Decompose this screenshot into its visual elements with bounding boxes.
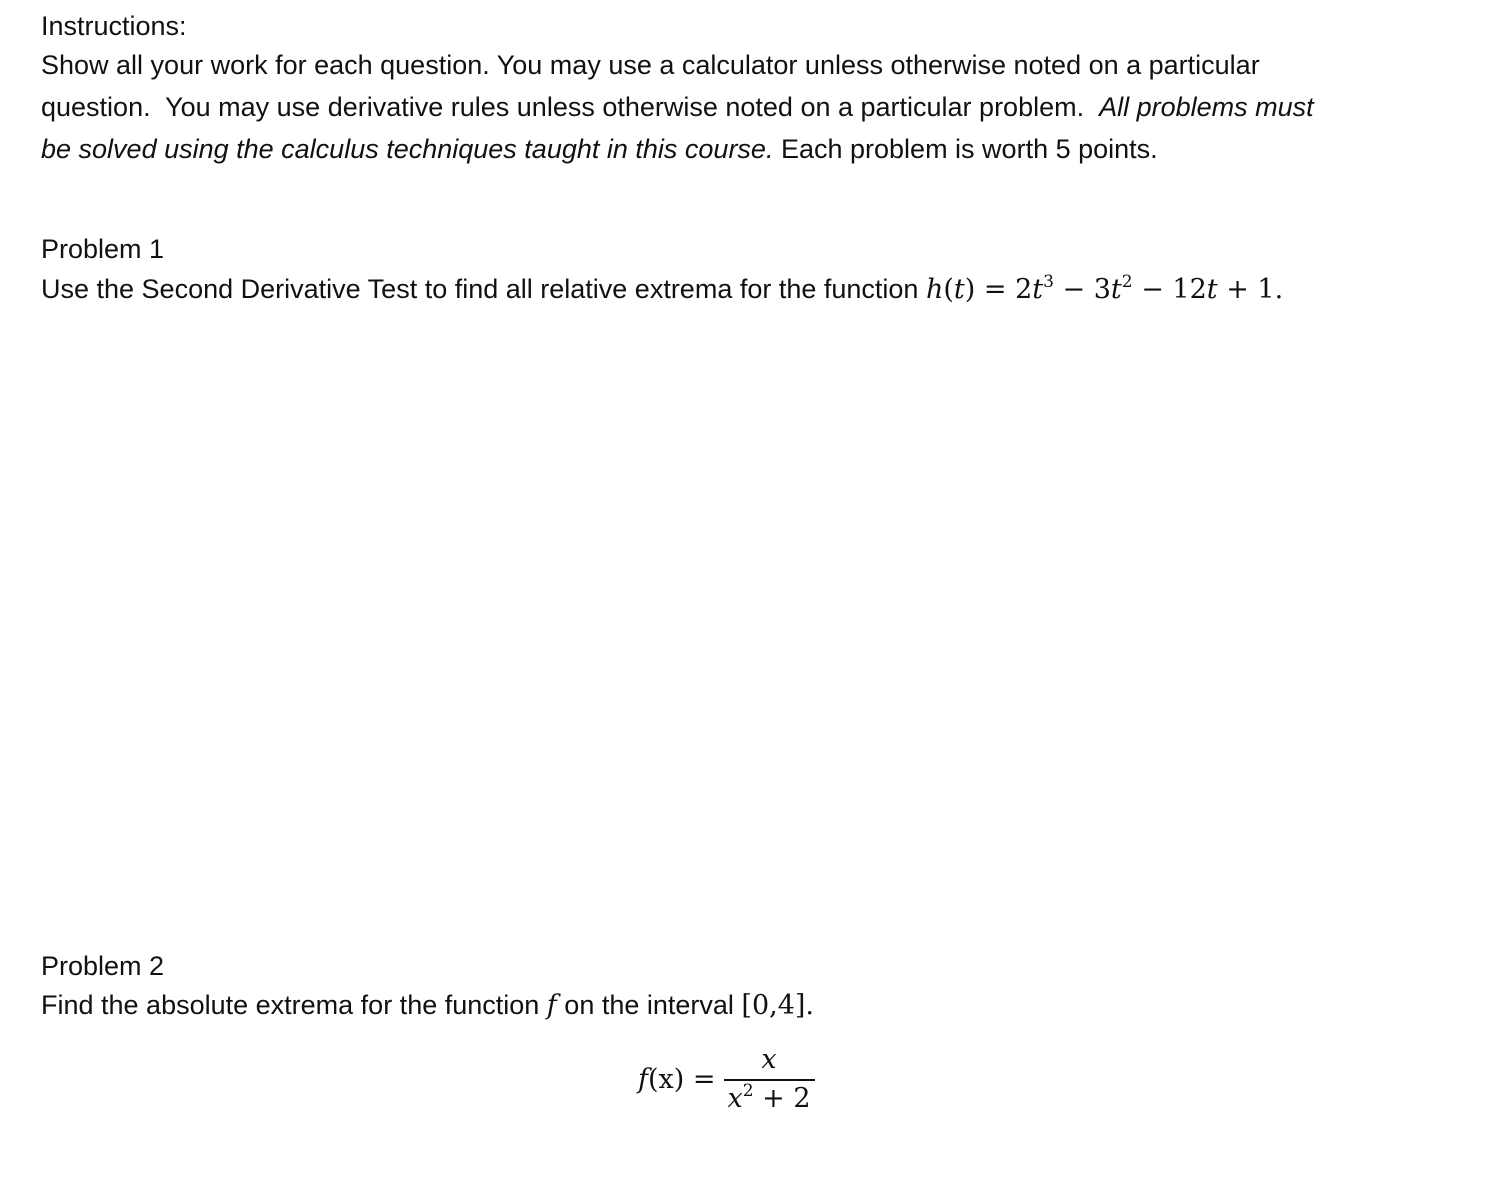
- problem-2-title: Problem 2: [41, 951, 165, 981]
- eq-t2: t: [1110, 274, 1122, 305]
- instructions-body: [41, 44, 1451, 170]
- formula-f: f: [638, 1063, 648, 1095]
- formula-fraction: [724, 1044, 815, 1114]
- instructions-line-3: [41, 128, 1451, 170]
- instructions-line-2-text: question. You may use derivative rules unless otherwise noted on a particular problem.: [41, 92, 1100, 122]
- eq-minus1: − 3: [1053, 274, 1111, 305]
- problem-2-text-after: on the interval: [556, 990, 742, 1020]
- instructions-heading: Instructions:: [41, 11, 187, 41]
- formula-denominator: [724, 1079, 815, 1114]
- den-exp: 2: [742, 1081, 754, 1101]
- formula-lhs: [638, 1064, 716, 1095]
- eq-t-arg: t: [953, 274, 965, 305]
- eq-open-paren: (: [943, 274, 954, 305]
- eq-exp1: 3: [1043, 272, 1054, 292]
- den-tail: + 2: [753, 1083, 811, 1114]
- problem-1-statement: [41, 271, 1283, 308]
- formula-numerator: x: [761, 1044, 777, 1075]
- problem-1-title: Problem 1: [41, 234, 165, 264]
- eq-exp2: 2: [1121, 272, 1133, 292]
- instructions-line-3-text: Each problem is worth 5 points.: [773, 134, 1158, 164]
- instructions-line-2-emphasis: All problems must: [1099, 92, 1314, 122]
- formula-args: (x) =: [648, 1063, 716, 1095]
- instructions-line-1: Show all your work for each question. You may use a calculator unless otherwise noted on a particular: [41, 50, 1260, 80]
- problem-1-text: Use the Second Derivative Test to find all relative extrema for the function: [41, 274, 926, 304]
- eq-equals-coef: = 2: [975, 274, 1033, 305]
- eq-t1: t: [1032, 274, 1044, 305]
- fn-symbol-f: f: [546, 990, 557, 1021]
- problem-2-interval: [0,4].: [741, 990, 815, 1021]
- instructions-line-3-emphasis: be solved using the calculus techniques taught in this course.: [41, 134, 774, 164]
- eq-tail: + 1.: [1217, 274, 1284, 305]
- eq-h: h: [925, 274, 944, 305]
- instructions-line-2: [41, 86, 1451, 128]
- problem-2-formula: [638, 1044, 815, 1114]
- problem-2-text-before: Find the absolute extrema for the function: [41, 990, 547, 1020]
- den-x: x: [727, 1083, 743, 1114]
- eq-close-paren: ): [964, 274, 976, 305]
- problem-2-statement: [41, 987, 814, 1024]
- problem-1-equation: [926, 274, 1283, 305]
- eq-t3: t: [1206, 274, 1218, 305]
- eq-minus2: − 12: [1132, 274, 1207, 305]
- problem-2-fn-symbol: [547, 990, 557, 1021]
